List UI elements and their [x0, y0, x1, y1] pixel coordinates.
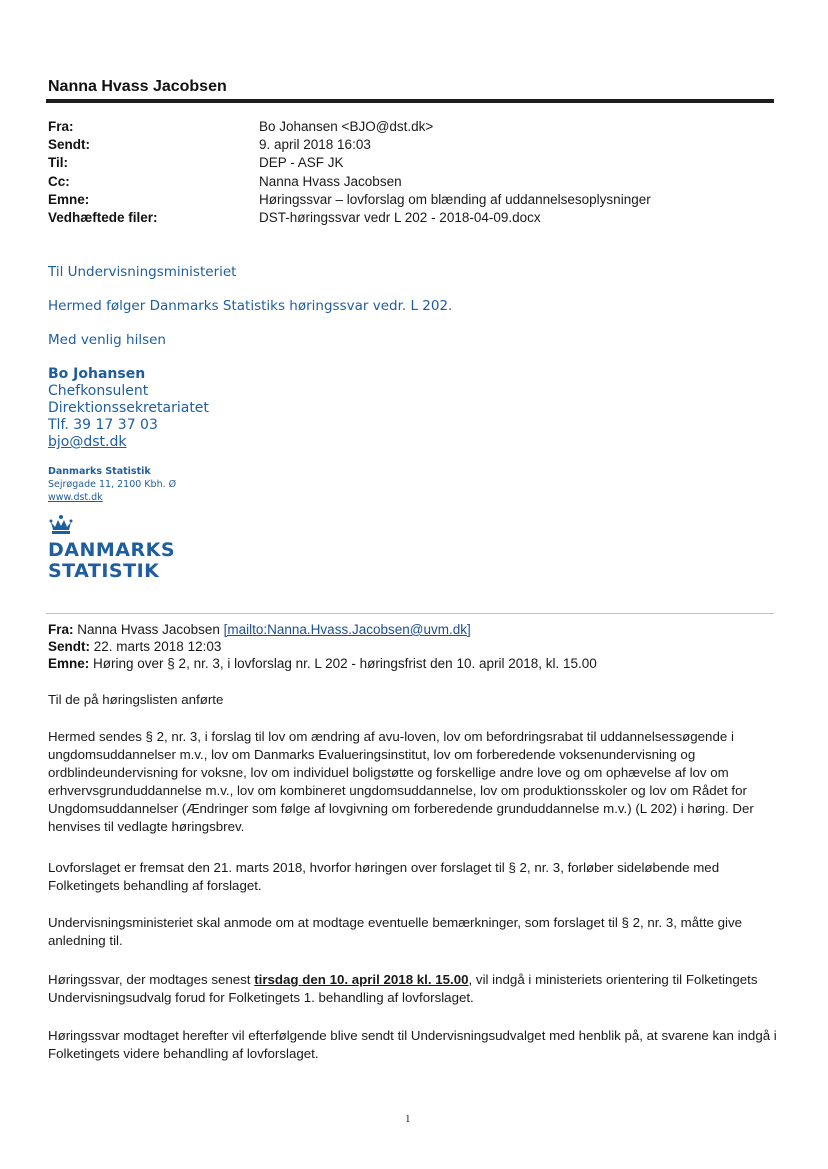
- forwarded-subject: [48, 656, 597, 671]
- signature-title: Chefkonsulent: [48, 383, 149, 399]
- forwarded-paragraph-1: Hermed sendes § 2, nr. 3, i forslag til lov om ændring af avu-loven, lov om befordringsrabat til uddannelsessøgende i ungdomsuddannelser m.v., lov om Danmarks Evalueringsinstitut, lov om forberedende voksenundervisning og ordblindeundervisning for voksne, lov om individuel boligstøtte og forskellige andre love og om ophævelse af lov om erhvervsgrunduddannelse m.v., lov om kombineret ungdomsuddannelse, lov om produktionsskoler og lov om Rådet for Ungdomsuddannelser (Ændringer som følge af lovgivning om forberedende grunduddannelse m.v.) (L 202) i høring. Der henvises til vedlagte høringsbrev.: [48, 729, 754, 834]
- signature-org: Danmarks Statistik: [48, 466, 151, 477]
- forwarded-subject-value: Høring over § 2, nr. 3, i lovforslag nr. L 202 - høringsfrist den 10. april 2018, kl. 15.00: [93, 656, 597, 671]
- forwarded-sent-label: Sendt:: [48, 639, 90, 654]
- signature-name: Bo Johansen: [48, 366, 146, 382]
- forwarded-from-label: Fra:: [48, 622, 74, 637]
- forwarded-paragraph-4: [48, 971, 778, 1007]
- p4-before: Høringssvar, der modtages senest: [48, 972, 255, 987]
- forwarded-paragraph-2: Lovforslaget er fremsat den 21. marts 2018, hvorfor høringen over forslaget til § 2, nr. 3, forløber sideløbende med Folketingets behandling af forslaget.: [48, 860, 720, 893]
- signature-address: Sejrøgade 11, 2100 Kbh. Ø: [48, 479, 177, 490]
- forwarded-from: [48, 622, 471, 637]
- deadline-text: tirsdag den 10. april 2018 kl. 15.00: [254, 972, 469, 987]
- header-label-from: Fra:: [48, 119, 74, 134]
- forwarded-subject-label: Emne:: [48, 656, 90, 671]
- header-value-from: Bo Johansen <BJO@dst.dk>: [259, 119, 434, 134]
- crown-logo-icon: [48, 514, 74, 541]
- page-number: 1: [405, 1113, 411, 1125]
- forwarded-from-value: Nanna Hvass Jacobsen: [77, 622, 220, 637]
- header-label-subject: Emne:: [48, 192, 90, 207]
- signature-phone: Tlf. 39 17 37 03: [48, 417, 158, 433]
- sender-name: Nanna Hvass Jacobsen: [48, 78, 227, 95]
- body-line: Hermed følger Danmarks Statistiks høringssvar vedr. L 202.: [48, 298, 453, 314]
- header-label-attachments: Vedhæftede filer:: [48, 210, 158, 225]
- logo-wordmark: [48, 540, 175, 582]
- header-label-sent: Sendt:: [48, 137, 90, 152]
- signature-email-link[interactable]: bjo@dst.dk: [48, 434, 127, 450]
- forwarded-mailto-link[interactable]: [mailto:Nanna.Hvass.Jacobsen@uvm.dk]: [223, 622, 471, 637]
- header-label-cc: Cc:: [48, 174, 70, 189]
- logo-line-1: DANMARKS: [48, 539, 176, 561]
- forward-divider: [46, 613, 774, 614]
- logo-line-2: STATISTIK: [48, 560, 160, 582]
- header-value-sent: 9. april 2018 16:03: [259, 137, 371, 152]
- header-value-attachments[interactable]: DST-høringssvar vedr L 202 - 2018-04-09.docx: [259, 210, 541, 225]
- header-value-cc: Nanna Hvass Jacobsen: [259, 174, 402, 189]
- forwarded-paragraph-5: Høringssvar modtaget herefter vil efterfølgende blive sendt til Undervisningsudvalget med henblik på, at svarene kan indgå i Folketingets videre behandling af lovforslaget.: [48, 1028, 777, 1061]
- greeting: Til Undervisningsministeriet: [48, 264, 237, 280]
- p4-after: , vil indgå i ministeriets orientering til Folketingets Undervisningsudvalg forud for Folketingets 1. behandling af lovforslaget.: [48, 972, 758, 1005]
- closing: Med venlig hilsen: [48, 332, 166, 348]
- signature-web-link[interactable]: www.dst.dk: [48, 492, 103, 503]
- header-label-to: Til:: [48, 155, 68, 170]
- forwarded-sent: [48, 639, 221, 654]
- header-value-to: DEP - ASF JK: [259, 155, 344, 170]
- forwarded-paragraph-3: Undervisningsministeriet skal anmode om at modtage eventuelle bemærkninger, som forslaget til § 2, nr. 3, måtte give anledning til.: [48, 915, 742, 948]
- signature-department: Direktionssekretariatet: [48, 400, 209, 416]
- header-rule: [46, 99, 774, 103]
- header-value-subject: Høringssvar – lovforslag om blænding af uddannelsesoplysninger: [259, 192, 651, 207]
- forwarded-sent-value: 22. marts 2018 12:03: [93, 639, 222, 654]
- forwarded-salutation: Til de på høringslisten anførte: [48, 692, 224, 707]
